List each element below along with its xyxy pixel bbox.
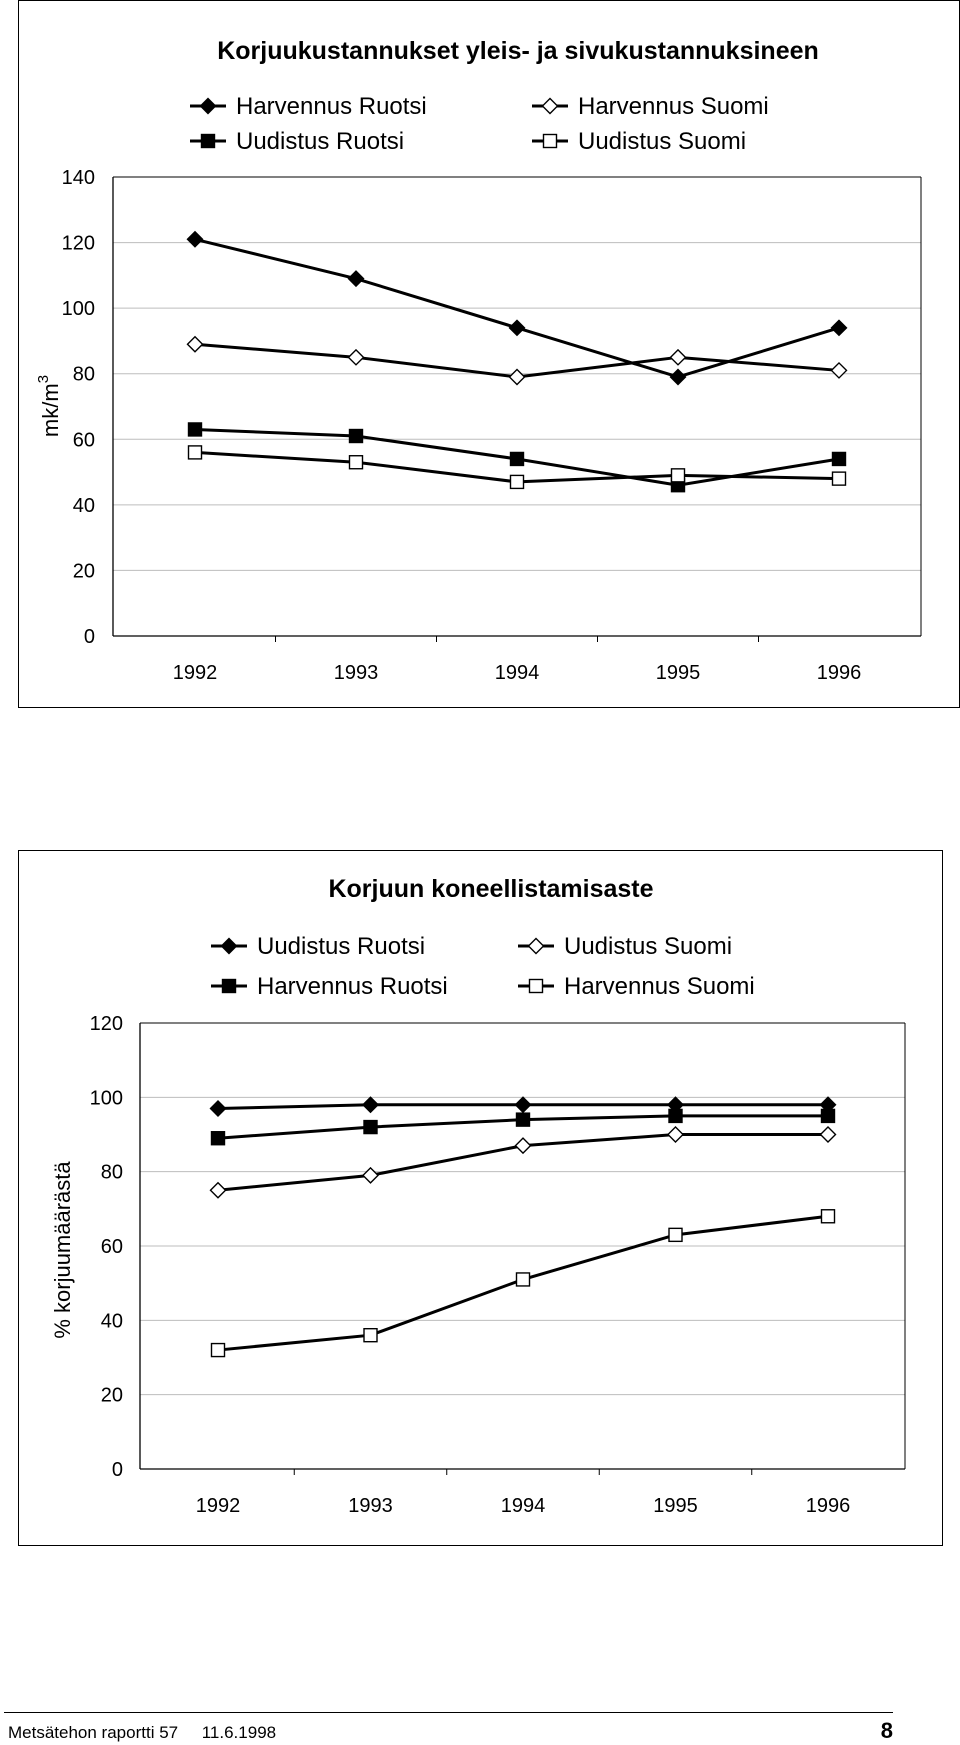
legend-label: Uudistus Ruotsi: [236, 128, 405, 155]
data-point: [211, 1101, 226, 1116]
legend-marker: [529, 939, 544, 954]
y-axis-label: % korjuumäärästä: [50, 1161, 75, 1339]
y-axis-label: $mk/m^3$: [35, 374, 63, 438]
y-tick-label: 20: [100, 1384, 123, 1407]
legend-label: Uudistus Suomi: [564, 933, 733, 960]
legend-marker: [222, 939, 237, 954]
y-tick-label: 20: [72, 560, 95, 583]
y-tick-label: 80: [72, 363, 95, 386]
data-point: [212, 1132, 225, 1145]
page-footer: [0, 1712, 893, 1744]
legend-label: Harvennus Ruotsi: [257, 973, 448, 1000]
data-point: [211, 1183, 226, 1198]
data-point: [822, 1109, 835, 1122]
y-axis-label-superscript: 3: [35, 374, 52, 384]
x-tick-label: 1995: [655, 662, 701, 684]
y-tick-label: 40: [100, 1310, 123, 1333]
data-point: [364, 1121, 377, 1134]
footer-report-info: [8, 1723, 276, 1743]
page-number: 8: [880, 1718, 893, 1743]
footer-rule: [4, 1712, 893, 1713]
chart-title: Korjuun koneellistamisaste: [328, 875, 654, 903]
y-tick-label: 100: [61, 298, 95, 321]
x-tick-label: 1996: [816, 662, 862, 684]
data-point: [669, 1228, 682, 1241]
x-tick-label: 1992: [195, 1495, 241, 1517]
y-tick-label: 100: [89, 1087, 123, 1110]
footer-report: Metsätehon raportti 57: [8, 1723, 179, 1742]
x-tick-label: 1993: [348, 1495, 393, 1517]
data-point: [363, 1097, 378, 1112]
y-tick-label: 60: [100, 1236, 123, 1258]
y-tick-label: 0: [83, 626, 95, 648]
y-tick-label: 80: [100, 1161, 123, 1184]
legend-marker: [223, 980, 236, 993]
data-point: [821, 1127, 836, 1142]
data-point: [364, 1329, 377, 1342]
data-point: [668, 1127, 683, 1142]
data-point: [517, 1273, 530, 1286]
data-point: [363, 1168, 378, 1183]
legend-label: Uudistus Ruotsi: [257, 933, 426, 960]
chart-title: Korjuukustannukset yleis- ja sivukustannuksineen: [217, 37, 819, 65]
legend-label: Uudistus Suomi: [578, 128, 747, 155]
data-point: [517, 1113, 530, 1126]
x-tick-label: 1995: [653, 1495, 698, 1517]
x-tick-label: 1992: [172, 662, 218, 684]
y-tick-label: 120: [61, 232, 95, 255]
legend-label: Harvennus Suomi: [564, 973, 755, 1000]
legend-marker: [530, 980, 543, 993]
y-tick-label: 120: [89, 1013, 123, 1035]
data-point: [516, 1138, 531, 1153]
y-tick-label: 40: [72, 494, 95, 517]
data-point: [516, 1097, 531, 1112]
data-point: [822, 1210, 835, 1223]
x-tick-label: 1993: [333, 662, 379, 684]
data-point: [669, 1109, 682, 1122]
x-tick-label: 1994: [500, 1495, 546, 1517]
data-point: [212, 1344, 225, 1357]
x-tick-label: 1996: [805, 1495, 851, 1517]
x-tick-label: 1994: [494, 662, 540, 684]
legend-label: Harvennus Ruotsi: [236, 93, 427, 120]
y-tick-label: 60: [72, 429, 95, 452]
y-tick-label: 0: [111, 1459, 123, 1481]
y-tick-label: 140: [61, 167, 95, 189]
legend-label: Harvennus Suomi: [578, 93, 769, 120]
footer-date: 11.6.1998: [201, 1723, 277, 1742]
